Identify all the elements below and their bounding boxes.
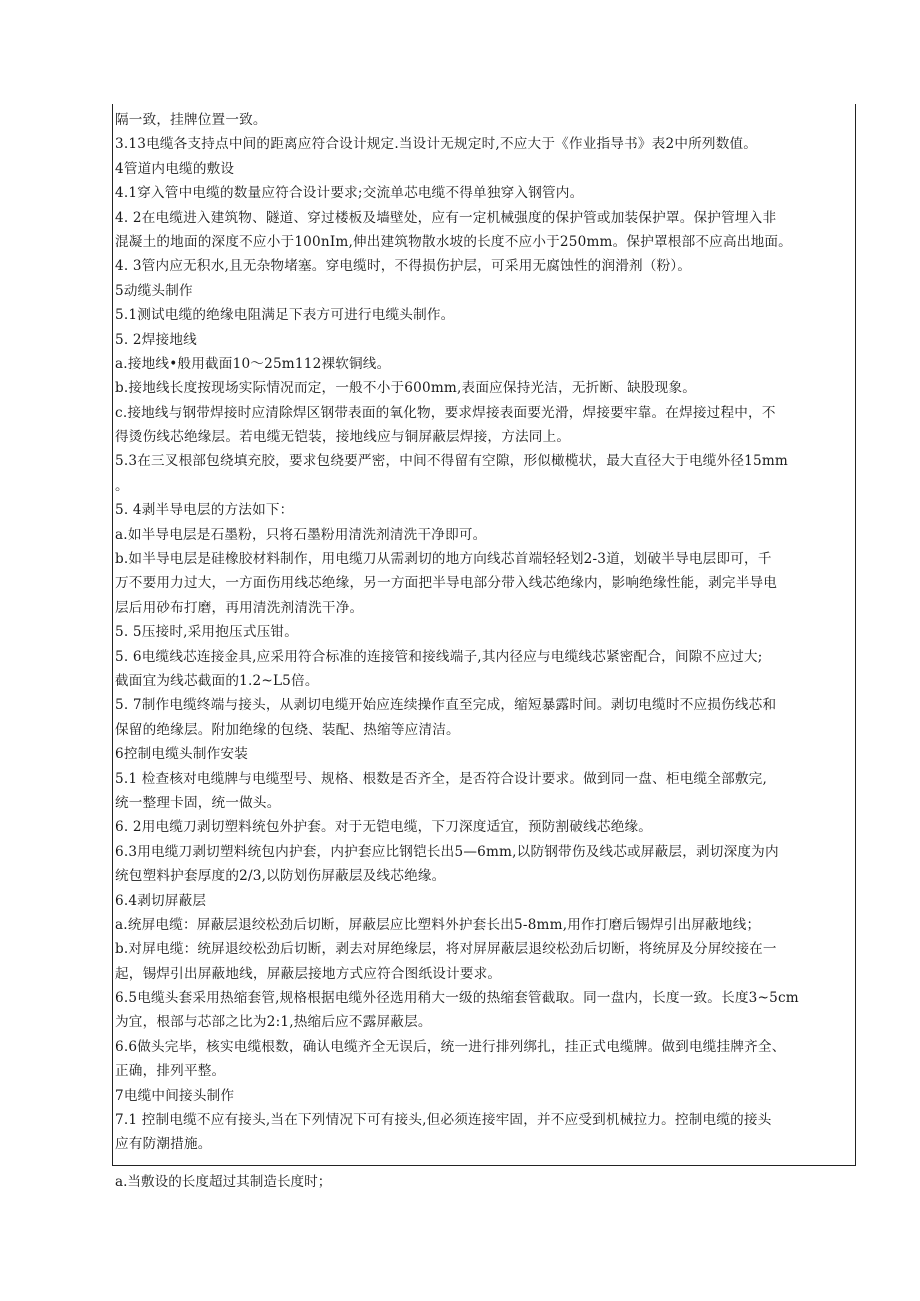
- text-line: b.如半导电层是硅橡胶材料制作，用电缆刀从需剥切的地方向线芯首端轻轻划2-3道，划破半导电层即可，千: [115, 551, 772, 568]
- text-line: b.接地线长度按现场实际情况而定，一般不小于600mm,表面应保持光洁，无折断、缺股现象。: [115, 380, 697, 397]
- text-line: 4.1穿入管中电缆的数量应符合设计要求;交流单芯电缆不得单独穿入钢管内。: [115, 185, 584, 202]
- text-line: 4. 2在电缆进入建筑物、隧道、穿过楼板及墙壁处，应有一定机械强度的保护管或加装保护罩。保护管埋入非: [115, 209, 777, 226]
- text-line: 6.6做头完毕，核实电缆根数，确认电缆齐全无误后，统一进行排列绑扎，挂正式电缆牌。做到电缆挂牌齐全、: [115, 1038, 786, 1055]
- text-line: 万不要用力过大，一方面伤用线芯绝缘，另一方面把半导电部分带入线芯绝缘内，影响绝缘性能，剥完半导电: [115, 575, 778, 592]
- text-line: 6控制电缆头制作安装: [115, 746, 248, 763]
- text-line: 5. 7制作电缆终端与接头，从剥切电缆开始应连续操作直至完成，缩短暴露时间。剥切电缆时不应损伤线芯和: [115, 697, 777, 714]
- text-line: 4管道内电缆的敷设: [115, 160, 235, 177]
- text-line: 保留的绝缘层。附加绝缘的包绕、装配、热缩等应清洁。: [115, 721, 460, 738]
- text-line: 6. 2用电缆刀剥切塑料统包外护套。对于无铠电缆，下刀深度适宜，预防割破线芯绝缘。: [115, 819, 653, 836]
- text-line: 应有防潮措施。: [115, 1136, 212, 1153]
- text-line: 5. 2焊接地线: [115, 331, 197, 348]
- text-line: 正确，排列平整。: [115, 1063, 226, 1080]
- text-line: a.如半导电层是石墨粉，只将石墨粉用清洗剂清洗干净即可。: [115, 526, 487, 543]
- text-line: 5. 5压接时,采用抱压式压钳。: [115, 624, 298, 641]
- text-line: 5.3在三叉根部包绕填充胶，要求包绕要严密，中间不得留有空隙，形似橄榄状，最大直径大于电缆外径15mm: [115, 453, 789, 470]
- text-line: 7电缆中间接头制作: [115, 1087, 235, 1104]
- text-line: 6.3用电缆刀剥切塑料统包内护套，内护套应比钢铠长出5—6mm,以防钢带伤及线芯或屏蔽层，剥切深度为内: [115, 843, 779, 860]
- text-line: 层后用砂布打磨，再用清洗剂清洗干净。: [115, 599, 364, 616]
- text-line: 混凝土的地面的深度不应小于100nIm,伸出建筑物散水坡的长度不应小于250mm。保护罩根部不应高出地面。: [115, 233, 792, 250]
- text-line: 起，锡焊引出屏蔽地线，屏蔽层接地方式应符合图纸设计要求。: [115, 965, 502, 982]
- text-line: 5动缆头制作: [115, 282, 193, 299]
- document-body: [115, 108, 855, 1157]
- text-line: 6.4剥切屏蔽层: [115, 892, 207, 909]
- text-line: 统包塑料护套厚度的2/3,以防划伤屏蔽层及线芯绝缘。: [115, 868, 446, 885]
- text-line: 统一整理卡固，统一做头。: [115, 794, 281, 811]
- text-line: 3.13电缆各支持点中间的距离应符合设计规定.当设计无规定时,不应大于《作业指导书》表2中所列数值。: [115, 136, 758, 153]
- text-line: 6.5电缆头套采用热缩套管,规格根据电缆外径选用稍大一级的热缩套管截取。同一盘内，长度一致。长度3~5cm: [115, 990, 799, 1007]
- text-line: 5.1 检查核对电缆牌与电缆型号、规格、根数是否齐全，是否符合设计要求。做到同一盘、柜电缆全部敷完,: [115, 770, 767, 787]
- text-line: a.接地线•般用截面10～25m112裸软铜线。: [115, 355, 391, 372]
- text-line: c.接地线与钢带焊接时应清除焊区钢带表面的氧化物，要求焊接表面要光滑，焊接要牢靠。在焊接过程中，不: [115, 404, 776, 421]
- text-line: 5. 6电缆线芯连接金具,应采用符合标准的连接管和接线端子,其内径应与电缆线芯紧密配合，间隙不应过大;: [115, 648, 763, 665]
- text-line: a.统屏电缆：屏蔽层退绞松劲后切断，屏蔽层应比塑料外护套长出5-8mm,用作打磨后锡焊引出屏蔽地线；: [115, 916, 761, 933]
- text-line: 。: [115, 477, 129, 494]
- text-line: 得烫伤线芯绝缘层。若电缆无铠装，接地线应与铜屏蔽层焊接，方法同上。: [115, 429, 571, 446]
- text-line: 为宜，根部与芯部之比为2:1,热缩后应不露屏蔽层。: [115, 1014, 432, 1031]
- text-line: 隔一致，挂牌位置一致。: [115, 112, 267, 128]
- text-line: 4. 3管内应无积水,且无杂物堵塞。穿电缆时，不得损伤护层，可采用无腐蚀性的润滑剂（粉）。: [115, 258, 692, 275]
- text-line: 5.1测试电缆的绝缘电阻满足下表方可进行电缆头制作。: [115, 307, 455, 324]
- text-line: 截面宜为线芯截面的1.2~L5倍。: [115, 672, 319, 689]
- trailing-text-line: a.当敷设的长度超过其制造长度时；: [115, 1174, 332, 1190]
- text-line: 5. 4剥半导电层的方法如下：: [115, 502, 294, 519]
- text-line: b.对屏电缆：统屏退绞松劲后切断，剥去对屏绝缘层，将对屏屏蔽层退绞松劲后切断，将统屏及分屏绞接在一: [115, 941, 777, 958]
- text-line: 7.1 控制电缆不应有接头,当在下列情况下可有接头,但必须连接牢固，并不应受到机械拉力。控制电缆的接头: [115, 1112, 772, 1129]
